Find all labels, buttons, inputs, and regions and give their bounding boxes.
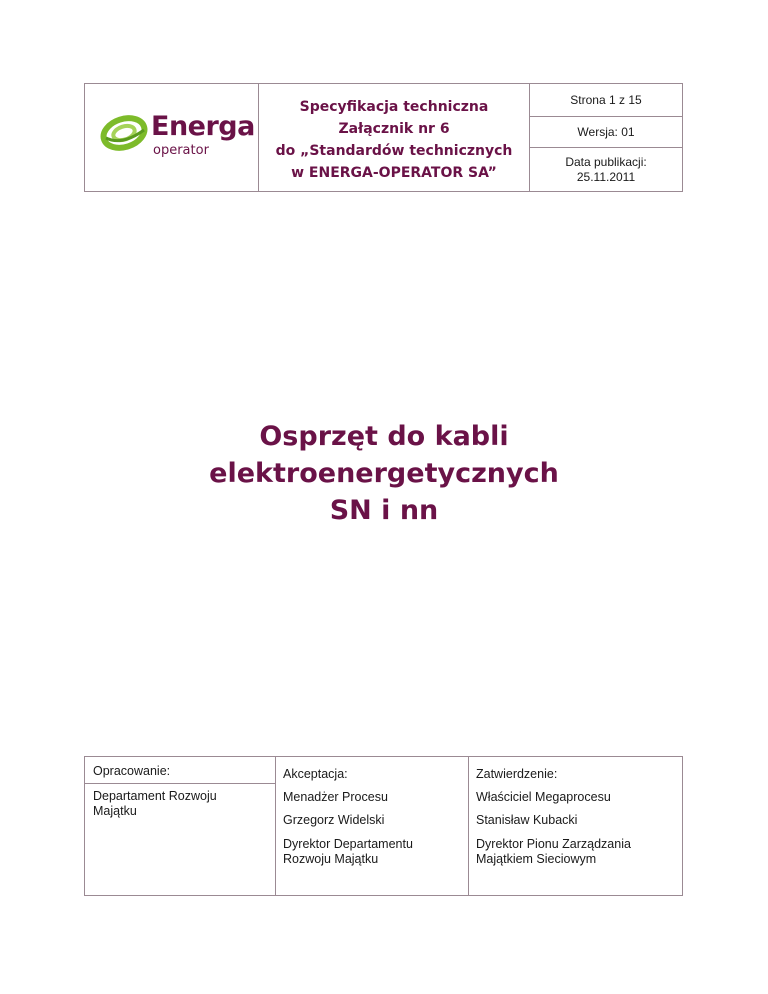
- document-header-table: [84, 83, 683, 192]
- page-number: [530, 84, 682, 117]
- accepted-column: [276, 757, 469, 895]
- approved-name: Stanisław Kubacki: [476, 813, 578, 827]
- approved-label: Zatwierdzenie:: [476, 767, 558, 781]
- publication-date-label: Data publikacji:: [565, 154, 647, 169]
- header-title-line-3: do „Standardów technicznych: [275, 142, 513, 159]
- page-number-text: Strona 1 z 15: [570, 93, 642, 107]
- prepared-column: [85, 757, 276, 895]
- approval-table: [84, 756, 683, 896]
- header-title-line-2: Załącznik nr 6: [338, 120, 450, 137]
- publication-date-value: 25.11.2011: [576, 169, 636, 184]
- accepted-role: Menadżer Procesu: [283, 790, 388, 804]
- energa-logo-icon: [100, 112, 150, 152]
- header-meta-cell: [530, 84, 682, 191]
- document-title-line-3: SN i nn: [329, 495, 439, 526]
- header-title-line-1: Specyfikacja techniczna: [299, 98, 489, 115]
- version-text: Wersja: 01: [577, 125, 635, 139]
- logo-brand-text: Energa: [151, 111, 255, 142]
- approved-role: Właściciel Megaprocesu: [476, 790, 611, 804]
- prepared-value: Departament Rozwoju Majątku: [93, 789, 217, 818]
- approved-position: Dyrektor Pionu Zarządzania Majątkiem Sieciowym: [476, 837, 631, 866]
- document-title-line-2: elektroenergetycznych: [209, 458, 559, 489]
- header-title-line-4: w ENERGA-OPERATOR SA”: [291, 164, 497, 181]
- header-title-cell: [259, 84, 530, 191]
- accepted-label: Akceptacja:: [283, 767, 348, 781]
- prepared-label: Opracowanie:: [93, 764, 171, 778]
- accepted-name: Grzegorz Widelski: [283, 813, 385, 827]
- publication-date: [530, 148, 682, 191]
- logo-sub-text: operator: [153, 143, 209, 158]
- document-title-line-1: Osprzęt do kabli: [259, 421, 509, 452]
- document-title: [0, 418, 768, 529]
- logo-cell: [85, 84, 259, 191]
- accepted-position: Dyrektor Departamentu Rozwoju Majątku: [283, 837, 413, 866]
- approved-column: [469, 757, 682, 895]
- version: [530, 117, 682, 148]
